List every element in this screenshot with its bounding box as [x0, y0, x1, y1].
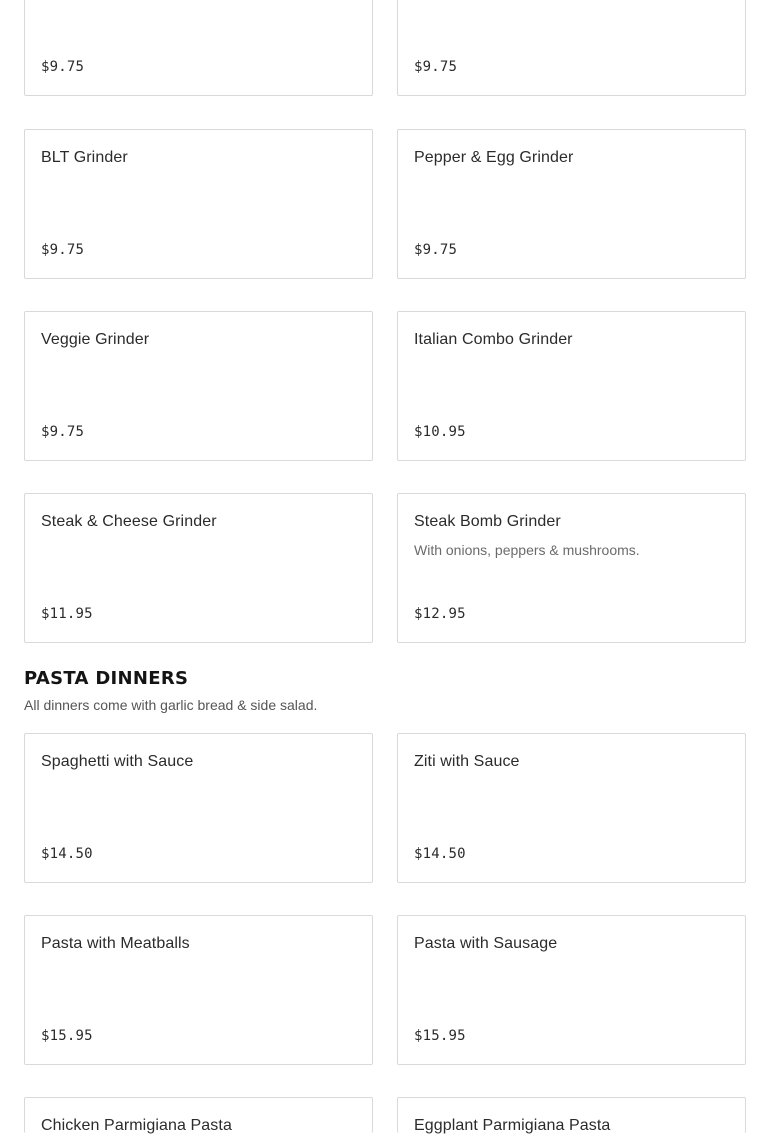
menu-item-card[interactable]: [24, 733, 373, 883]
menu-item-name: Spaghetti with Sauce: [41, 753, 194, 770]
menu-item-card[interactable]: [397, 493, 746, 643]
menu-item-card[interactable]: [24, 915, 373, 1065]
menu-item-card[interactable]: [24, 493, 373, 643]
menu-item-card[interactable]: [397, 311, 746, 461]
menu-item-card[interactable]: [24, 1097, 373, 1133]
menu-item-name: Steak Bomb Grinder: [414, 513, 561, 530]
menu-item-card[interactable]: [24, 0, 373, 96]
menu-item-name: Pepper & Egg Grinder: [414, 149, 574, 166]
menu-item-price: $14.50: [414, 846, 466, 862]
menu-item-card[interactable]: [397, 733, 746, 883]
section-title: PASTA DINNERS: [24, 668, 189, 689]
menu-item-price: $9.75: [414, 242, 458, 258]
menu-item-price: $14.50: [41, 846, 93, 862]
menu-item-price: $15.95: [41, 1028, 93, 1044]
menu-item-card[interactable]: [397, 1097, 746, 1133]
menu-item-price: $9.75: [414, 59, 458, 75]
menu-item-card[interactable]: [397, 915, 746, 1065]
menu-item-card[interactable]: [397, 0, 746, 96]
menu-item-card[interactable]: [397, 129, 746, 279]
menu-item-description: With onions, peppers & mushrooms.: [414, 542, 640, 558]
menu-item-name: Veggie Grinder: [41, 331, 150, 348]
menu-item-card[interactable]: [24, 129, 373, 279]
menu-item-card[interactable]: [24, 311, 373, 461]
menu-item-price: $10.95: [414, 424, 466, 440]
menu-item-price: $9.75: [41, 59, 85, 75]
menu-item-name: Pasta with Meatballs: [41, 935, 190, 952]
menu-item-price: $9.75: [41, 242, 85, 258]
menu-item-name: Ziti with Sauce: [414, 753, 520, 770]
menu-item-name: Chicken Parmigiana Pasta: [41, 1117, 232, 1134]
menu-item-price: $9.75: [41, 424, 85, 440]
section-subtitle: All dinners come with garlic bread & side salad.: [24, 697, 318, 713]
menu-item-name: BLT Grinder: [41, 149, 128, 166]
menu-item-price: $11.95: [41, 606, 93, 622]
menu-item-price: $12.95: [414, 606, 466, 622]
menu-item-name: Italian Combo Grinder: [414, 331, 573, 348]
menu-item-name: Steak & Cheese Grinder: [41, 513, 217, 530]
menu-item-name: Pasta with Sausage: [414, 935, 558, 952]
menu-item-price: $15.95: [414, 1028, 466, 1044]
menu-item-name: Eggplant Parmigiana Pasta: [414, 1117, 611, 1134]
